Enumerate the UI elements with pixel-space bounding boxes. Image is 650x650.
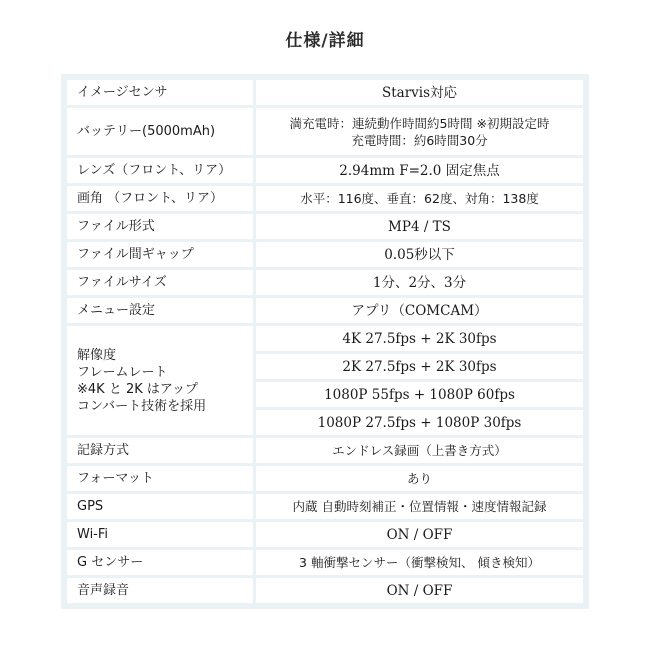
framerate-label	[67, 326, 253, 435]
table-row	[67, 158, 583, 183]
row-value: あり	[256, 466, 583, 491]
framerate-value: 1080P 55fps + 1080P 60fps	[256, 382, 583, 407]
table-row	[67, 214, 583, 239]
row-value: 3 軸衝撃センサー（衝撃検知、 傾き検知）	[256, 550, 583, 575]
label-line: コンバート技術を採用	[77, 398, 207, 414]
framerate-value: 4K 27.5fps + 2K 30fps	[256, 326, 583, 351]
row-label: Wi-Fi	[67, 522, 253, 547]
row-label: ファイル間ギャップ	[67, 242, 253, 267]
row-label: GPS	[67, 494, 253, 519]
row-value: アプリ（COMCAM）	[256, 298, 583, 323]
framerate-value: 2K 27.5fps + 2K 30fps	[256, 354, 583, 379]
table-row	[67, 578, 583, 603]
row-value: Starvis対応	[256, 80, 583, 105]
table-row	[67, 438, 583, 463]
page-title: 仕様/詳細	[285, 31, 365, 51]
table-row	[67, 326, 583, 351]
table-row	[67, 550, 583, 575]
label-line: ※4K と 2K はアップ	[77, 381, 198, 397]
row-value	[256, 108, 583, 155]
row-label: メニュー設定	[67, 298, 253, 323]
row-value: エンドレス録画（上書き方式）	[256, 438, 583, 463]
spec-table	[61, 74, 589, 609]
row-label: ファイル形式	[67, 214, 253, 239]
row-value: 内蔵 自動時刻補正・位置情報・速度情報記録	[256, 494, 583, 519]
table-row	[67, 298, 583, 323]
row-label: 記録方式	[67, 438, 253, 463]
row-label: 音声録音	[67, 578, 253, 603]
row-label: イメージセンサ	[67, 80, 253, 105]
row-value: ON / OFF	[256, 522, 583, 547]
table-row	[67, 494, 583, 519]
row-label: バッテリー(5000mAh)	[67, 108, 253, 155]
row-label: ファイルサイズ	[67, 270, 253, 295]
label-line: フレームレート	[77, 364, 168, 380]
value-line: 満充電時：連続動作時間約5時間 ※初期設定時	[289, 115, 550, 131]
value-line: 充電時間：約6時間30分	[351, 132, 488, 148]
table-row	[67, 242, 583, 267]
table-row	[67, 108, 583, 155]
row-label: 画角 （フロント、リア）	[67, 186, 253, 211]
row-value: ON / OFF	[256, 578, 583, 603]
row-value: 水平：116度、垂直：62度、対角：138度	[256, 186, 583, 211]
row-label: G センサー	[67, 550, 253, 575]
row-label: レンズ（フロント、リア）	[67, 158, 253, 183]
table-row	[67, 186, 583, 211]
row-value: MP4 / TS	[256, 214, 583, 239]
row-value: 0.05秒以下	[256, 242, 583, 267]
row-label: フォーマット	[67, 466, 253, 491]
table-row	[67, 80, 583, 105]
row-value: 1分、2分、3分	[256, 270, 583, 295]
table-row	[67, 270, 583, 295]
label-line: 解像度	[77, 347, 117, 363]
table-row	[67, 466, 583, 491]
table-row	[67, 522, 583, 547]
row-value: 2.94mm F=2.0 固定焦点	[256, 158, 583, 183]
framerate-value: 1080P 27.5fps + 1080P 30fps	[256, 410, 583, 435]
